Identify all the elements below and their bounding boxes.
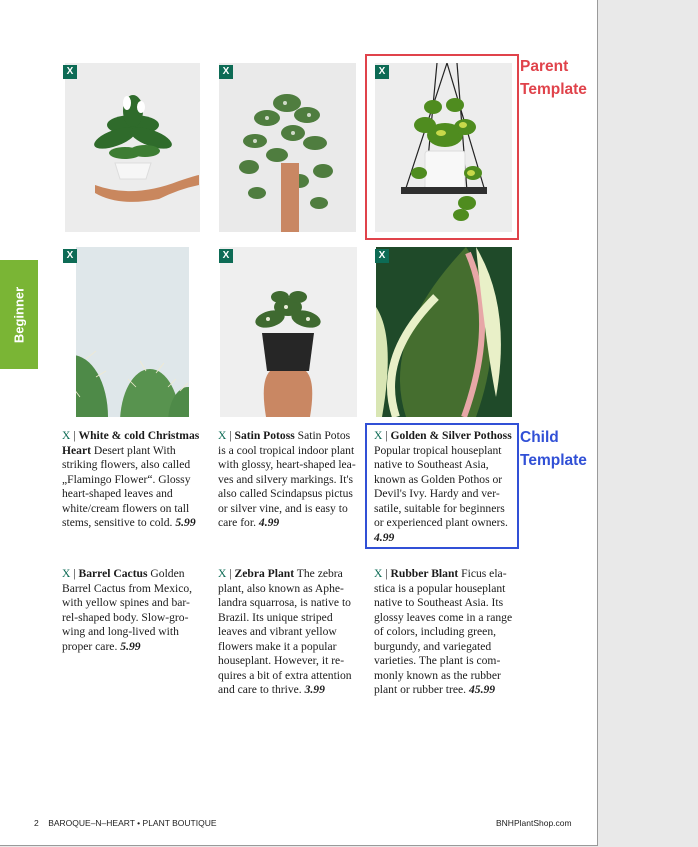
product-name: Satin Potoss — [234, 429, 295, 442]
product-name: Barrel Cactus — [78, 567, 148, 580]
product-name: White & cold Christmas Heart — [62, 429, 200, 457]
product-description: X | Rubber Blant Ficus ela-stica is a popular houseplant native to Southeast Asia. Its glossy leaves come in a range of colors, including green, burgundy, and variegated varieties. The plant is com-monly known as the rubber plant or rubber tree. 45.99 — [374, 567, 513, 696]
product-text: Desert plant With striking flowers, also called „Flamingo Flower“. Glossy heart-shaped leaves and white/cream flowers on tall stems, sensitive to cold. — [62, 443, 191, 529]
product-name: Zebra Plant — [234, 567, 295, 580]
product-text: Popular tropical houseplant native to Southeast Asia, known as Golden Pothos or Devil's Ivy. Hardy and ver-satile, suitable for beginners or experienced plant owners. — [374, 443, 508, 529]
product-name: Rubber Blant — [390, 567, 459, 580]
parent-template-label: Parent Template — [520, 58, 587, 98]
product-text: Satin Potos is a cool tropical indoor plant with glossy, heart-shaped lea-ves and silvery markings. It's also called Scindapsus pictus or silver vine, and is easy to care for. — [218, 429, 356, 529]
page-number: 2 — [34, 818, 39, 828]
product-name: Golden & Silver Pothoss — [390, 429, 512, 442]
select-badge-x-icon[interactable]: X — [219, 65, 233, 79]
product-description: X | Zebra Plant The zebra plant, also known as Aphe-landra squarrosa, is native to Brazil. Its unique striped leaves and vibrant yellow flowers make it a popular houseplant. However, it re-quires a bit of extra attention and care to thrive. 3.99 — [218, 567, 352, 696]
product-description: X | Satin Potoss Satin Potos is a cool tropical indoor plant with glossy, heart-shaped lea-ves and silvery markings. It's also called Scindapsus pictus or silver vine, and is easy to care for. 4.99 — [218, 429, 356, 529]
select-badge-x-icon[interactable]: X — [375, 65, 389, 79]
section-tab-label: Beginner — [11, 286, 27, 343]
product-text: The zebra plant, also known as Aphe-landra squarrosa, is native to Brazil. Its unique striped leaves and vibrant yellow flowers make it a popular houseplant. However, it re-quires a bit of extra attention and care to thrive. — [218, 567, 352, 696]
product-text: Golden Barrel Cactus from Mexico, with yellow spines and bar-rel-shaped body. Slow-gro-wing and long-lived with proper care. — [62, 567, 193, 653]
badge-x-label: X — [218, 567, 227, 580]
brand-name: BAROQUE–N–HEART — [48, 818, 135, 828]
product-price: 4.99 — [258, 516, 280, 529]
product-price: 5.99 — [120, 639, 141, 653]
badge-x-label: X — [62, 567, 71, 580]
badge-x-label: X — [374, 429, 383, 442]
select-badge-x-icon[interactable]: X — [63, 249, 77, 263]
product-description: X | White & cold Christmas Heart Desert plant With striking flowers, also called „Flamingo Flower“. Glossy heart-shaped leaves and white/cream flowers on tall stems, sensitive to cold. 5.99 — [62, 429, 200, 529]
select-badge-x-icon[interactable]: X — [63, 65, 77, 79]
section-tab-beginner[interactable] — [0, 260, 38, 369]
badge-x-label: X — [374, 567, 383, 580]
product-description: X | Golden & Silver Pothoss Popular tropical houseplant native to Southeast Asia, known as Golden Pothos or Devil's Ivy. Hardy and ver-satile, suitable for beginners or experienced plant owners. 4.99 — [374, 429, 512, 544]
child-template-label: Child Template — [520, 429, 587, 469]
brand-separator: • — [137, 818, 141, 828]
badge-x-label: X — [62, 429, 71, 442]
child-template-frame — [365, 423, 519, 549]
product-price: 5.99 — [175, 516, 196, 529]
select-badge-x-icon[interactable]: X — [375, 249, 389, 263]
brand-subtitle: PLANT BOUTIQUE — [142, 818, 217, 828]
select-badge-x-icon[interactable]: X — [219, 249, 233, 263]
footer-left — [34, 818, 217, 828]
photo-rubber-plant-leaf — [376, 247, 512, 417]
photo-anthurium-hand — [65, 63, 200, 232]
badge-x-label: X — [218, 429, 227, 442]
photo-cactus — [76, 247, 189, 417]
product-description: X | Barrel Cactus Golden Barrel Cactus from Mexico, with yellow spines and bar-rel-shaped body. Slow-gro-wing and long-lived with proper care. 5.99 — [62, 567, 193, 653]
photo-satin-pothos-hand — [219, 63, 356, 232]
product-price: 45.99 — [468, 683, 496, 696]
parent-template-frame — [365, 54, 519, 240]
product-price: 4.99 — [374, 530, 395, 544]
product-text: Ficus ela-stica is a popular houseplant native to Southeast Asia. Its glossy leaves come in a range of colors, including green, burgundy, and variegated varieties. The plant is com-monly known as the rubber plant or rubber tree. — [374, 567, 513, 696]
footer-url[interactable]: BNHPlantShop.com — [496, 818, 572, 828]
product-price: 3.99 — [304, 683, 325, 696]
photo-zebra-plant-pot — [220, 247, 357, 417]
